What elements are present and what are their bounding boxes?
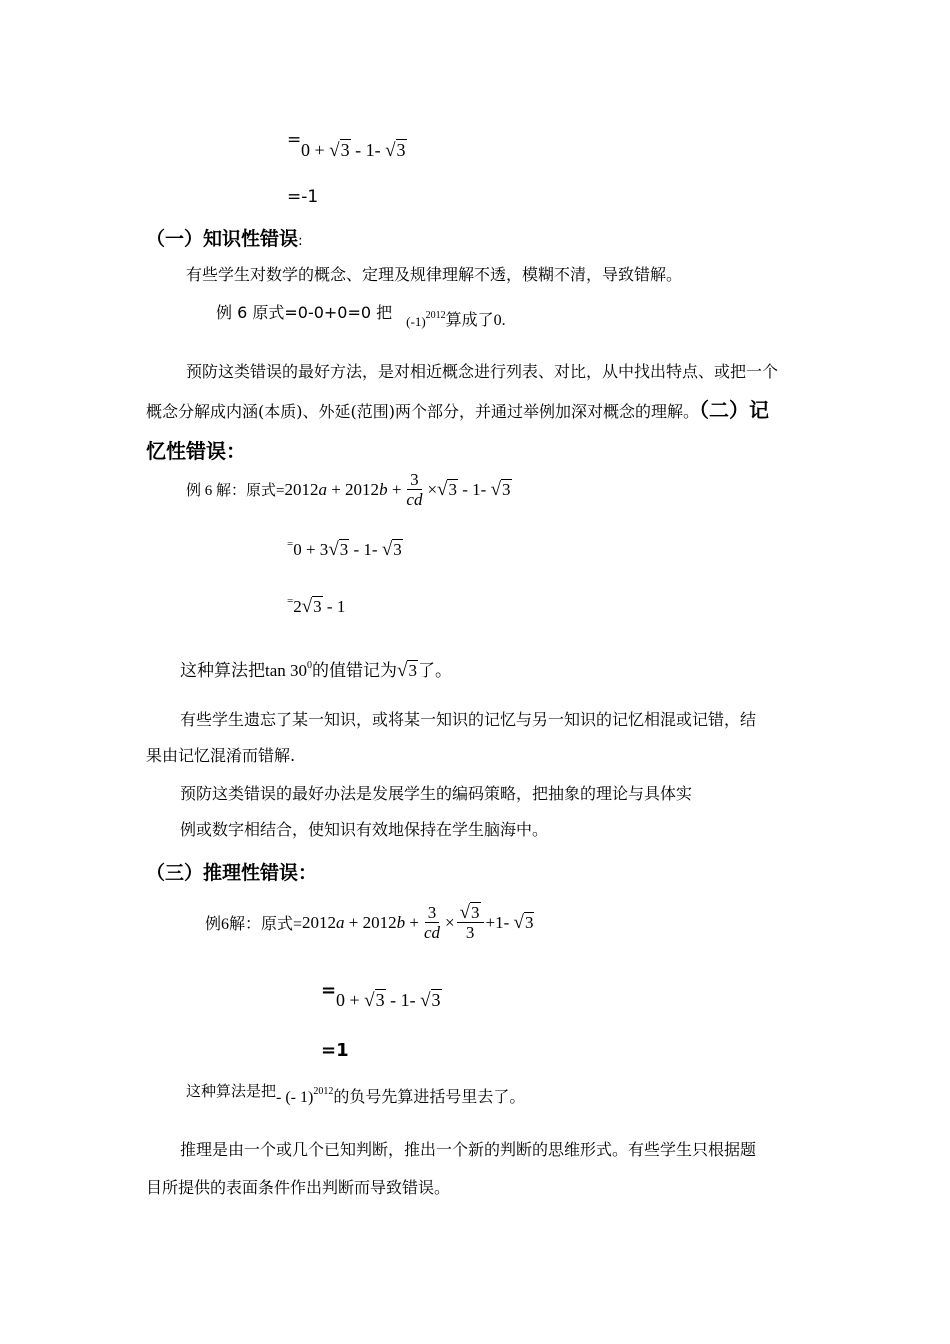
example-line: 例 6 原式=0-0+0=0 把 $_{(-1)^{2012}}$算成了0. bbox=[216, 303, 506, 329]
memory-note: 这种算法把$\tan 30^0$的值错记为√3了。 bbox=[180, 660, 452, 681]
paragraph-memory-b: 果由记忆混淆而错解. bbox=[146, 746, 296, 765]
math-expression-line1: 0 + √3 - 1- √3 bbox=[301, 140, 406, 161]
memory-example-line1: 例 6 解：原式= 2012a + 2012b + $\frac{3}{cd}$ ×√3 - 1- √3 bbox=[186, 470, 511, 509]
paragraph-reasoning-a: 推理是由一个或几个已知判断，推出一个新的判断的思维形式。有些学生只根据题 bbox=[180, 1140, 757, 1159]
reasoning-result: =1 bbox=[321, 1040, 349, 1061]
equals-sign-reasoning: = bbox=[321, 980, 337, 1001]
reasoning-example-line2: 0 + √3 - 1- √3 bbox=[336, 990, 441, 1011]
reasoning-example-line1: 例6解：原式= 2012a + 2012b + $\frac{3}{cd}$ × $\frac{√3}{3}$ +1- √3 bbox=[205, 902, 534, 942]
paragraph-prevention-1b: 概念分解成内涵(本质)、外延(范围)两个部分，并通过举例加深对概念的理解。（二）记 bbox=[146, 398, 769, 422]
memory-example-line3: =2√3 - 1 bbox=[287, 595, 346, 617]
paragraph-prevention-2a: 预防这类错误的最好办法是发展学生的编码策略，把抽象的理论与具体实 bbox=[180, 784, 693, 803]
heading-memory-error-part2: 忆性错误： bbox=[146, 439, 246, 463]
paragraph-prevention-2b: 例或数字相结合，使知识有效地保持在学生脑海中。 bbox=[180, 820, 549, 839]
result-line: =-1 bbox=[287, 187, 319, 207]
heading-memory-error-part1: （二）记 bbox=[698, 398, 769, 422]
heading-reasoning-error: （三）推理性错误： bbox=[146, 862, 318, 884]
paragraph-memory-a: 有些学生遗忘了某一知识，或将某一知识的记忆与另一知识的记忆相混或记错，结 bbox=[180, 710, 757, 729]
paragraph-knowledge: 有些学生对数学的概念、定理及规律理解不透，模糊不清，导致错解。 bbox=[186, 265, 683, 284]
paragraph-prevention-1a: 预防这类错误的最好方法，是对相近概念进行列表、对比，从中找出特点、或把一个 bbox=[186, 362, 779, 381]
paragraph-reasoning-b: 目所提供的表面条件作出判断而导致错误。 bbox=[146, 1178, 451, 1197]
equals-sign: = bbox=[287, 130, 302, 150]
memory-example-line2: =0 + 3√3 - 1- √3 bbox=[287, 538, 402, 560]
reasoning-note: 这种算法是把- (- 1)$^{2012}$的负号先算进括号里去了。 bbox=[186, 1082, 526, 1106]
heading-knowledge-error: （一）知识性错误: bbox=[146, 228, 303, 250]
